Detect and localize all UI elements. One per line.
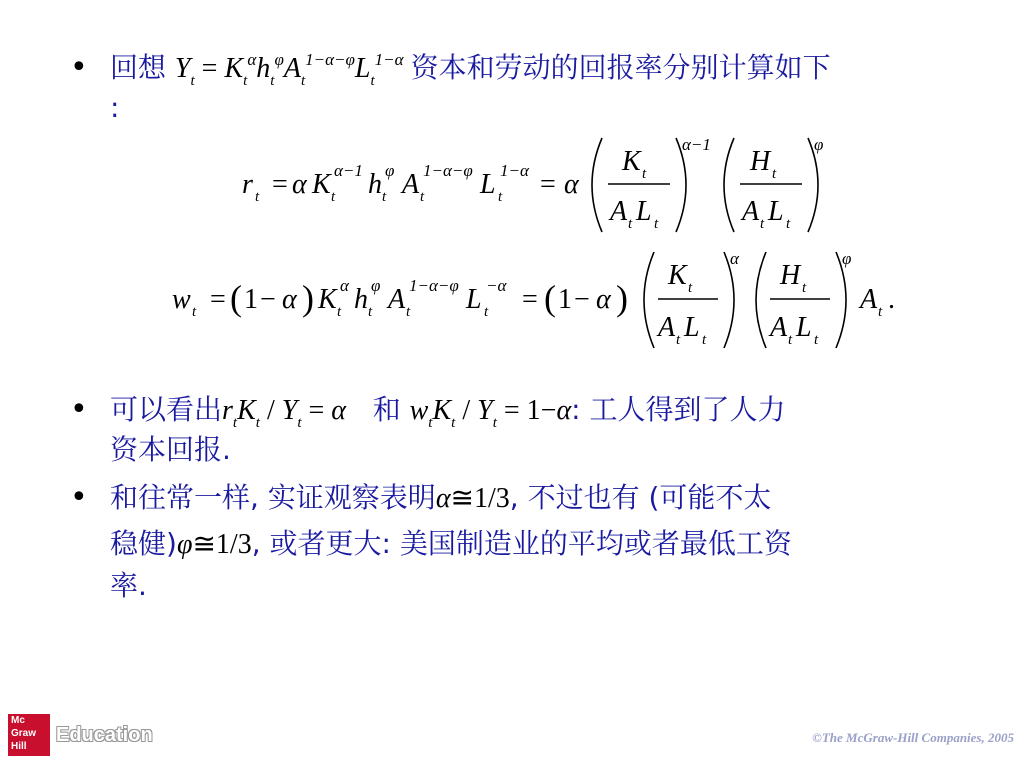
svg-text:=: =	[210, 284, 226, 315]
svg-text:L: L	[684, 312, 700, 343]
bullet-3-line-1	[110, 478, 771, 519]
svg-text:r: r	[242, 169, 253, 200]
svg-text:L: L	[466, 284, 482, 315]
svg-text:w: w	[172, 284, 191, 315]
bullet-3-rest: , 不过也有 (可能不太	[509, 481, 772, 514]
mcgraw-hill-logo: Mc Graw Hill	[8, 714, 50, 756]
bullet-2-line-1: 可以看出$r_tK_t / Y_t = \alpha$ 和 $w_tK_t / Y_t = 1-\alpha$: 工人得到了人力	[110, 393, 786, 431]
svg-text:α−1: α−1	[334, 161, 363, 180]
svg-text:A: A	[770, 312, 788, 343]
svg-text:φ: φ	[371, 276, 381, 295]
svg-text:φ: φ	[814, 135, 824, 154]
svg-text:A: A	[658, 312, 676, 343]
svg-text:A: A	[402, 169, 420, 200]
bullet-2-and: 和	[372, 393, 401, 426]
svg-text:t: t	[676, 332, 681, 348]
bullet-1-line-1	[110, 48, 831, 93]
svg-text:t: t	[331, 189, 336, 205]
labor-share-formula: $w_tK_t / Y_t = 1-\alpha$	[409, 395, 572, 431]
education-wordmark: Education	[56, 724, 153, 746]
svg-text:=: =	[540, 169, 556, 200]
svg-text:α: α	[292, 169, 307, 200]
svg-text:1: 1	[558, 284, 572, 315]
svg-text:α: α	[564, 169, 579, 200]
svg-text:t: t	[702, 332, 707, 348]
equation-w	[160, 242, 920, 354]
svg-text:t: t	[814, 332, 819, 348]
svg-text:=: =	[522, 284, 538, 315]
svg-text:H: H	[750, 146, 771, 177]
svg-text:t: t	[420, 189, 425, 205]
svg-text:α−1: α−1	[682, 135, 711, 154]
svg-text:1−α−φ: 1−α−φ	[409, 276, 459, 295]
svg-text:K: K	[622, 146, 641, 177]
svg-text:α: α	[596, 284, 611, 315]
svg-text:t: t	[337, 304, 342, 320]
svg-text:φ: φ	[385, 161, 395, 180]
alpha-estimate: α≅1/3	[435, 483, 510, 514]
svg-text:1−α−φ: 1−α−φ	[423, 161, 473, 180]
svg-text:L: L	[768, 196, 784, 227]
svg-text:t: t	[788, 332, 793, 348]
svg-text:t: t	[760, 216, 765, 232]
svg-text:α: α	[282, 284, 297, 315]
svg-text:t: t	[192, 304, 197, 320]
bullet-1-lead: 回想	[110, 51, 167, 84]
svg-text:α: α	[340, 276, 349, 295]
svg-text:t: t	[255, 189, 260, 205]
bullet-2-line-2: 资本回报.	[110, 433, 231, 466]
svg-text:t: t	[878, 304, 883, 320]
svg-text:K: K	[312, 169, 331, 200]
svg-text:A: A	[860, 284, 878, 315]
bullet-dot: •	[70, 50, 88, 85]
svg-text:K: K	[668, 260, 687, 291]
svg-text:A: A	[742, 196, 760, 227]
svg-text:t: t	[382, 189, 387, 205]
svg-text:(: (	[230, 278, 242, 318]
svg-text:t: t	[654, 216, 659, 232]
svg-text:t: t	[484, 304, 489, 320]
equation-r	[230, 128, 850, 238]
svg-text:t: t	[498, 189, 503, 205]
svg-text:t: t	[628, 216, 633, 232]
bullet-dot: •	[70, 392, 88, 427]
svg-text:(: (	[544, 278, 556, 318]
bullet-2-lead: 可以看出	[110, 393, 223, 426]
svg-text:.: .	[888, 284, 895, 315]
bullet-3-lead: 和往常一样, 实证观察表明	[110, 481, 436, 514]
svg-text:α: α	[730, 249, 739, 268]
svg-text:t: t	[772, 166, 777, 182]
svg-text:L: L	[480, 169, 496, 200]
capital-share-formula: $r_tK_t / Y_t = \alpha$	[222, 395, 346, 431]
bullet-1-colon: :	[110, 91, 120, 124]
bullet-3-line-3: 率.	[110, 569, 147, 602]
svg-text:−: −	[260, 284, 276, 315]
svg-text:t: t	[688, 280, 693, 296]
bullet-3-line-2: 稳健)φ≅1/3, 或者更大: 美国制造业的平均或者最低工资	[110, 527, 792, 560]
svg-text:−: −	[574, 284, 590, 315]
svg-text:1: 1	[244, 284, 258, 315]
svg-text:H: H	[780, 260, 801, 291]
bullet-1-rest: 资本和劳动的回报率分别计算如下	[410, 51, 831, 84]
svg-text:1−α: 1−α	[500, 161, 529, 180]
svg-text:t: t	[642, 166, 647, 182]
svg-text:A: A	[388, 284, 406, 315]
svg-text:): )	[616, 278, 628, 318]
phi-estimate: φ≅1/3	[176, 529, 252, 560]
svg-text:K: K	[318, 284, 337, 315]
svg-text:t: t	[802, 280, 807, 296]
copyright-notice: ©The McGraw-Hill Companies, 2005	[812, 730, 1014, 745]
svg-text:h: h	[354, 284, 368, 315]
svg-text:φ: φ	[842, 249, 852, 268]
svg-text:L: L	[636, 196, 652, 227]
svg-text:−α: −α	[486, 276, 507, 295]
production-function: $Y_t = K_t^\alpha h_t^\varphi A_t^{1-\alpha-\varphi}L_t^{1-\alpha}$	[174, 50, 404, 89]
svg-text:L: L	[796, 312, 812, 343]
svg-text:=: =	[272, 169, 288, 200]
svg-text:t: t	[786, 216, 791, 232]
svg-text:A: A	[610, 196, 628, 227]
svg-text:t: t	[368, 304, 373, 320]
svg-text:t: t	[406, 304, 411, 320]
bullet-dot: •	[70, 480, 88, 515]
bullet-2-rest: 工人得到了人力	[589, 393, 786, 426]
svg-text:h: h	[368, 169, 382, 200]
svg-text:): )	[302, 278, 314, 318]
